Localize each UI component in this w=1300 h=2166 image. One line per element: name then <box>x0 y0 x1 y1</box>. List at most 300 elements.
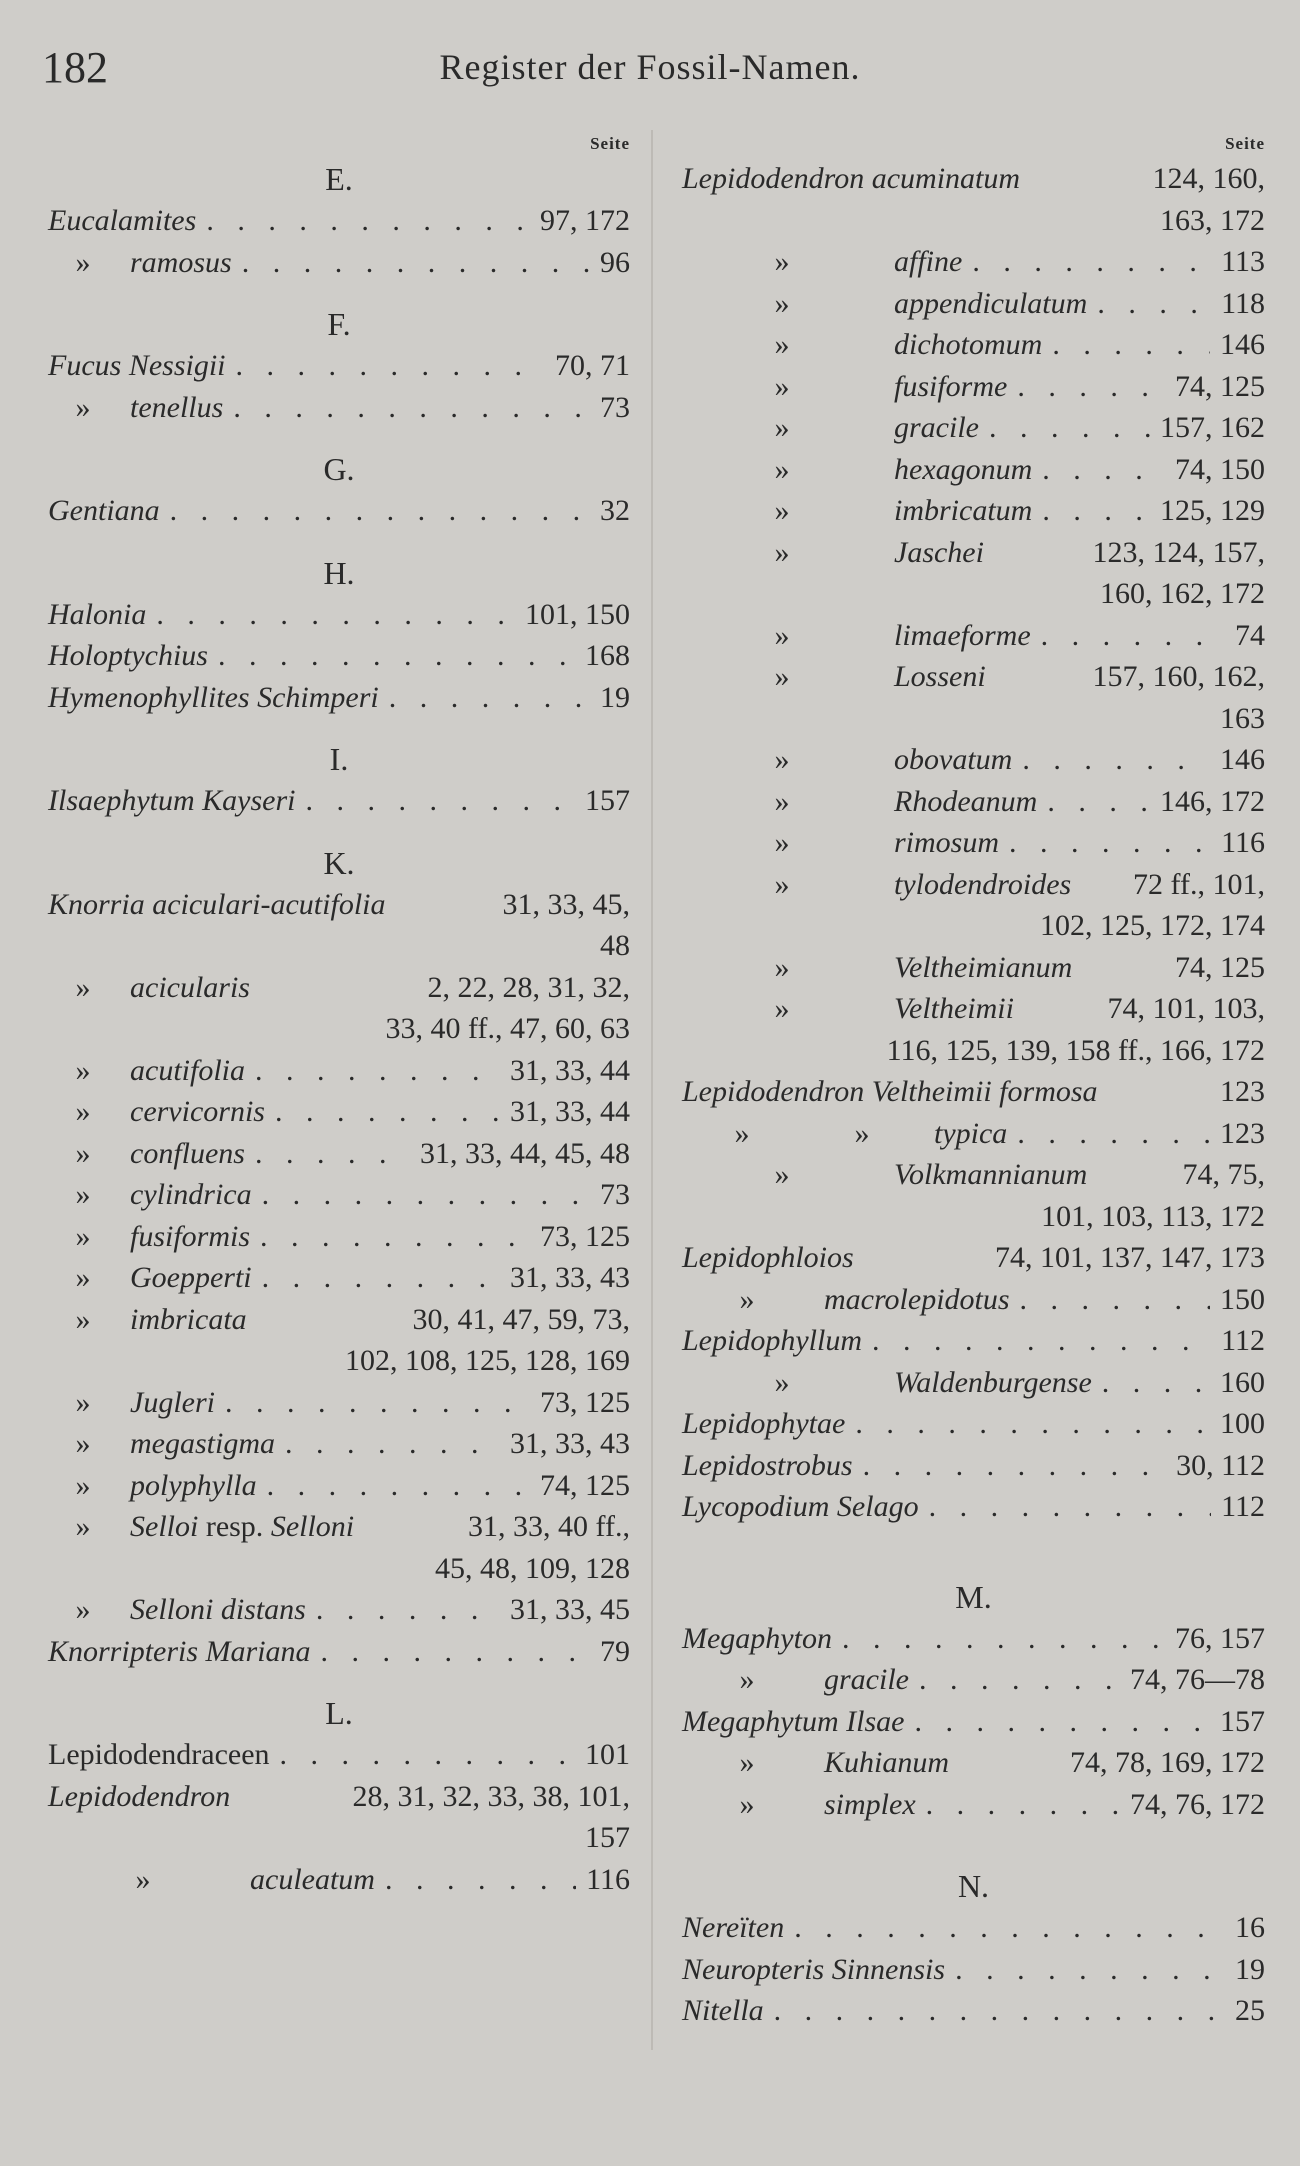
ditto-mark: » <box>75 970 91 1004</box>
entry-pages: 74, 101, 137, 147, 173 <box>995 1241 1265 1274</box>
index-entry <box>48 635 630 677</box>
ditto-mark: » <box>75 1468 91 1502</box>
entry-name: tenellus <box>130 390 224 424</box>
index-entry <box>48 1050 630 1092</box>
index-entry <box>682 1445 1265 1487</box>
entry-pages-continued: 163, 172 <box>1160 203 1265 237</box>
entry-pages: 146 <box>1220 328 1265 361</box>
column-divider <box>651 130 653 2050</box>
leader-dots <box>267 1465 530 1507</box>
page-header <box>0 38 1300 98</box>
entry-pages: 116 <box>586 1862 630 1896</box>
ditto-mark: » <box>75 1510 91 1543</box>
entry-pages: 146, 172 <box>1160 784 1265 818</box>
entry-name: Megaphyton <box>682 1621 832 1655</box>
entry-pages: 146 <box>1220 743 1265 776</box>
entry-pages: 124, 160, <box>1152 162 1265 195</box>
entry-pages: 123, 124, 157, <box>1092 535 1265 569</box>
entry-pages: 74, 75, <box>1182 1158 1265 1191</box>
entry-name: Gentiana <box>48 494 160 527</box>
entry-name: Eucalamites <box>48 204 197 237</box>
leader-dots <box>389 677 590 719</box>
ditto-mark: » <box>75 1261 91 1294</box>
index-entry <box>48 1506 630 1548</box>
leader-dots <box>1052 324 1210 366</box>
entry-pages: 123 <box>1220 1116 1265 1150</box>
section-letter-g: G. <box>323 451 355 487</box>
index-entry <box>48 967 630 1009</box>
entry-pages: 125, 129 <box>1160 494 1265 527</box>
entry-pages: 74, 76, 172 <box>1130 1787 1265 1821</box>
entry-pages: 32 <box>600 494 630 527</box>
entry-pages: 73, 125 <box>540 1385 630 1419</box>
leader-dots <box>275 1091 500 1133</box>
entry-name: obovatum <box>894 743 1013 776</box>
entry-name: imbricatum <box>894 494 1033 527</box>
entry-pages: 19 <box>600 680 630 714</box>
entry-pages-continued: 102, 125, 172, 174 <box>1040 909 1265 942</box>
index-entry <box>48 490 630 532</box>
section-letter-k: K. <box>323 844 355 881</box>
leader-dots <box>206 200 530 242</box>
ditto-mark: » <box>774 867 790 901</box>
index-entry <box>682 781 1265 823</box>
entry-name: rimosum <box>894 826 1000 859</box>
entry-name: appendiculatum <box>894 286 1088 320</box>
ditto-mark: » <box>774 328 790 361</box>
entry-name: fusiforme <box>894 369 1008 403</box>
ditto-mark: » <box>75 245 91 279</box>
entry-pages: 30, 41, 47, 59, 73, <box>412 1302 630 1336</box>
entry-name: Ilsaephytum Kayseri <box>48 784 296 817</box>
leader-dots <box>774 1990 1225 2032</box>
section-letter-n: N. <box>957 1868 990 1904</box>
entry-pages: 160 <box>1220 1365 1265 1399</box>
entry-pages-continued: 33, 40 ff., 47, 60, 63 <box>385 1012 630 1045</box>
section-letter-l: L. <box>325 1695 353 1731</box>
entry-pages: 157 <box>585 784 630 817</box>
entry-pages: 112 <box>1221 1490 1265 1523</box>
index-entry <box>682 1784 1265 1826</box>
entry-name: Knorria aciculari-acutifolia <box>48 887 386 921</box>
seite-label: Seite <box>590 134 630 153</box>
ditto-mark: » <box>75 1385 91 1419</box>
index-entry <box>682 1907 1265 1949</box>
entry-pages: 31, 33, 40 ff., <box>468 1510 630 1543</box>
index-entry <box>682 1659 1265 1701</box>
ditto-mark: » <box>774 286 790 320</box>
index-entry <box>48 1216 630 1258</box>
index-entry <box>682 1701 1265 1743</box>
index-entry <box>682 988 1265 1030</box>
index-entry <box>682 490 1265 532</box>
ditto-mark: » <box>75 1219 91 1253</box>
leader-dots <box>255 1050 500 1092</box>
index-entry <box>682 283 1265 325</box>
leader-dots <box>233 387 590 429</box>
leader-dots <box>955 1949 1225 1991</box>
index-entry <box>48 1257 630 1299</box>
entry-pages-continued: 45, 48, 109, 128 <box>435 1551 630 1585</box>
entry-pages: 25 <box>1235 1994 1265 2027</box>
ditto-mark: » <box>774 743 790 776</box>
leader-dots <box>1041 615 1225 657</box>
entry-name: Waldenburgense <box>894 1365 1092 1399</box>
entry-name: Veltheimii <box>894 992 1014 1025</box>
entry-name: imbricata <box>130 1302 247 1336</box>
index-entry <box>48 1589 630 1631</box>
entry-pages: 74, 125 <box>1175 369 1265 403</box>
entry-name: Kuhianum <box>824 1746 950 1779</box>
entry-name: Lepidodendraceen <box>48 1738 270 1771</box>
index-entry <box>48 594 630 636</box>
leader-dots <box>262 1174 590 1216</box>
entry-pages: 157, 160, 162, <box>1092 660 1265 693</box>
entry-name: Nitella <box>682 1994 764 2027</box>
entry-name: affine <box>894 245 963 278</box>
leader-dots <box>1009 822 1211 864</box>
entry-pages: 150 <box>1220 1282 1265 1316</box>
entry-name: acutifolia <box>130 1053 245 1087</box>
leader-dots <box>794 1907 1225 1949</box>
ditto-mark: » <box>774 535 790 569</box>
leader-dots <box>1017 366 1165 408</box>
entry-name: Rhodeanum <box>894 784 1038 818</box>
leader-dots <box>1042 449 1165 491</box>
index-entry <box>682 947 1265 989</box>
entry-name: Halonia <box>48 597 147 631</box>
entry-pages: 101, 150 <box>525 597 630 631</box>
index-entry <box>48 345 630 387</box>
index-entry <box>682 615 1265 657</box>
entry-name: acicularis <box>130 970 250 1004</box>
section-letter-m: M. <box>955 1578 992 1615</box>
entry-pages: 157 <box>1220 1704 1265 1738</box>
entry-pages: 76, 157 <box>1175 1621 1265 1655</box>
entry-pages: 31, 33, 43 <box>510 1427 630 1460</box>
index-entry <box>48 1423 630 1465</box>
entry-name: Lepidodendron Veltheimii formosa <box>682 1075 1098 1108</box>
ditto-mark: » <box>739 1282 755 1316</box>
leader-dots <box>972 241 1211 283</box>
entry-pages-continued: 102, 108, 125, 128, 169 <box>345 1344 630 1377</box>
ditto-mark: » <box>75 1593 91 1626</box>
ditto-mark: » <box>75 1302 91 1336</box>
index-entry <box>682 449 1265 491</box>
leader-dots <box>255 1133 410 1175</box>
entry-pages: 97, 172 <box>540 204 630 237</box>
entry-name: Jugleri <box>130 1385 215 1419</box>
entry-pages-continued: 163 <box>1220 701 1265 735</box>
entry-name: dichotomum <box>894 328 1043 361</box>
entry-name: Neuropteris Sinnensis <box>682 1952 946 1986</box>
ditto-mark: » <box>774 369 790 403</box>
entry-name: Nereïten <box>682 1911 785 1944</box>
index-entry <box>682 864 1265 906</box>
ditto-mark: » <box>739 1787 755 1821</box>
leader-dots <box>1097 283 1211 325</box>
index-entry <box>682 324 1265 366</box>
ditto-mark: » <box>774 950 790 984</box>
entry-pages: 118 <box>1221 286 1265 320</box>
ditto-mark: » <box>75 1053 91 1087</box>
index-entry <box>48 1631 630 1673</box>
leader-dots <box>242 242 590 284</box>
index-entry <box>682 1237 1265 1279</box>
entry-name: Jaschei <box>894 535 984 569</box>
leader-dots <box>872 1320 1211 1362</box>
leader-dots <box>225 1382 530 1424</box>
leader-dots <box>863 1445 1167 1487</box>
leader-dots <box>1017 1113 1210 1155</box>
leader-dots <box>285 1423 500 1465</box>
leader-dots <box>1047 781 1150 823</box>
ditto-mark: » <box>774 245 790 278</box>
index-entry <box>48 1465 630 1507</box>
entry-pages: 73 <box>600 390 630 424</box>
entry-pages: 31, 33, 44 <box>510 1053 630 1087</box>
leader-dots <box>385 1859 576 1901</box>
index-entry <box>682 1320 1265 1362</box>
ditto-mark: » <box>774 1158 790 1191</box>
entry-name: Lepidodendron acuminatum <box>682 162 1021 195</box>
entry-pages: 28, 31, 32, 33, 38, 101, <box>352 1779 630 1813</box>
entry-name <box>118 1506 354 1548</box>
entry-name: polyphylla <box>130 1468 257 1502</box>
entry-name: Lepidophytae <box>682 1407 846 1440</box>
entry-pages-continued: 157 <box>585 1821 630 1854</box>
seite-label: Seite <box>1225 134 1265 153</box>
leader-dots <box>260 1216 530 1258</box>
entry-pages: 112 <box>1221 1324 1265 1357</box>
index-entry <box>682 241 1265 283</box>
ditto-mark: » <box>75 1136 91 1170</box>
entry-pages: 123 <box>1220 1075 1265 1108</box>
leader-dots <box>218 635 575 677</box>
entry-pages: 73 <box>600 1178 630 1211</box>
leader-dots <box>1020 1279 1210 1321</box>
entry-pages: 116 <box>1221 826 1265 859</box>
entry-pages: 168 <box>585 639 630 672</box>
entry-name: Lepidophyllum <box>682 1324 862 1357</box>
ditto-mark: » <box>734 1116 750 1150</box>
entry-name: macrolepidotus <box>824 1282 1010 1316</box>
entry-pages: 30, 112 <box>1176 1448 1265 1482</box>
entry-pages: 72 ff., 101, <box>1133 867 1265 901</box>
leader-dots <box>842 1618 1165 1660</box>
entry-name: megastigma <box>130 1427 275 1460</box>
entry-name: Lepidostrobus <box>682 1448 853 1482</box>
leader-dots <box>929 1486 1212 1528</box>
entry-name: Lepidophloios <box>682 1241 854 1274</box>
entry-pages: 31, 33, 44, 45, 48 <box>420 1136 630 1170</box>
entry-pages: 31, 33, 43 <box>510 1261 630 1294</box>
ditto-mark: » <box>739 1663 755 1696</box>
entry-pages: 74, 125 <box>1175 950 1265 984</box>
entry-name: confluens <box>130 1136 245 1170</box>
entry-name: Holoptychius <box>48 639 208 672</box>
index-entry <box>48 1776 630 1818</box>
index-entry <box>682 158 1265 200</box>
leader-dots <box>170 490 590 532</box>
entry-pages: 101 <box>585 1738 630 1771</box>
entry-name: Fucus Nessigii <box>48 349 226 382</box>
entry-name: Selloni distans <box>130 1593 306 1626</box>
leader-dots <box>280 1734 575 1776</box>
index-entry <box>682 739 1265 781</box>
ditto-mark: » <box>739 1746 755 1779</box>
entry-pages: 70, 71 <box>555 349 630 382</box>
section-letter-i: I. <box>329 741 349 777</box>
leader-dots <box>914 1701 1210 1743</box>
entry-name: Knorripteris Mariana <box>48 1634 311 1668</box>
ditto-mark: » <box>75 390 91 424</box>
leader-dots <box>1102 1362 1210 1404</box>
entry-name: tylodendroides <box>894 867 1072 901</box>
ditto-mark: » <box>774 660 790 693</box>
entry-name: fusiformis <box>130 1219 251 1253</box>
index-entry <box>682 1990 1265 2032</box>
entry-name: cylindrica <box>130 1178 252 1211</box>
entry-pages: 79 <box>600 1634 630 1668</box>
ditto-mark: » <box>774 411 790 444</box>
entry-pages: 100 <box>1220 1407 1265 1440</box>
index-entry <box>682 366 1265 408</box>
leader-dots <box>989 407 1150 449</box>
ditto-mark: » <box>774 1365 790 1399</box>
section-letter-h: H. <box>323 554 355 591</box>
index-entry <box>48 1299 630 1341</box>
resp-word: resp. <box>205 1510 264 1543</box>
entry-name: limaeforme <box>894 618 1031 652</box>
entry-pages: 31, 33, 45 <box>510 1593 630 1626</box>
ditto-mark: » <box>75 1178 91 1211</box>
entry-pages: 74, 76—78 <box>1130 1663 1265 1696</box>
entry-name: simplex <box>824 1787 916 1821</box>
section-letter-e: E. <box>325 161 353 197</box>
entry-name: typica <box>934 1116 1008 1150</box>
index-entry <box>48 200 630 242</box>
leader-dots <box>855 1403 1210 1445</box>
entry-name: Losseni <box>894 660 986 693</box>
ditto-mark: » <box>75 1095 91 1128</box>
left-column <box>48 130 630 1900</box>
ditto-mark: » <box>774 452 790 486</box>
section-letter-f: F. <box>327 306 351 342</box>
entry-pages: 74, 150 <box>1175 452 1265 486</box>
index-entry <box>682 1618 1265 1660</box>
index-entry <box>682 1742 1265 1784</box>
leader-dots <box>919 1659 1120 1701</box>
entry-name: Megaphytum Ilsae <box>682 1704 905 1738</box>
entry-pages: 73, 125 <box>540 1219 630 1253</box>
entry-name: Veltheimianum <box>894 950 1073 984</box>
leader-dots <box>305 780 575 822</box>
index-entry <box>682 1113 1265 1155</box>
entry-name-part: Selloni <box>270 1510 355 1543</box>
index-entry <box>682 822 1265 864</box>
entry-pages-continued: 48 <box>600 929 630 962</box>
entry-pages: 74, 78, 169, 172 <box>1070 1746 1265 1779</box>
index-entry <box>48 884 630 926</box>
entry-name: aculeatum <box>250 1862 375 1896</box>
index-entry <box>48 1174 630 1216</box>
index-entry <box>48 1859 630 1901</box>
entry-name-part: Selloi <box>130 1510 199 1543</box>
entry-name: Lycopodium Selago <box>682 1490 919 1523</box>
ditto-mark: » <box>75 1427 91 1460</box>
index-entry <box>682 1362 1265 1404</box>
entry-pages: 74 <box>1235 618 1265 652</box>
entry-pages: 113 <box>1221 245 1265 278</box>
entry-name: hexagonum <box>894 452 1033 486</box>
entry-name: Volkmannianum <box>894 1158 1088 1191</box>
right-column <box>682 130 1265 2032</box>
entry-pages: 16 <box>1235 1911 1265 1944</box>
index-entry <box>48 242 630 284</box>
index-entry <box>682 532 1265 574</box>
entry-pages: 19 <box>1235 1952 1265 1986</box>
entry-name: Lepidodendron <box>48 1779 231 1813</box>
index-entry <box>48 1734 630 1776</box>
ditto-mark: » <box>774 494 790 527</box>
entry-name: Hymenophyllites Schimperi <box>48 680 379 714</box>
ditto-mark: » <box>774 784 790 818</box>
index-entry <box>682 656 1265 698</box>
index-entry <box>48 1091 630 1133</box>
leader-dots <box>156 594 515 636</box>
ditto-mark: » <box>774 992 790 1025</box>
entry-pages-continued: 160, 162, 172 <box>1100 577 1265 610</box>
index-entry <box>682 1949 1265 1991</box>
leader-dots <box>236 345 546 387</box>
ditto-mark: » <box>774 826 790 859</box>
index-entry <box>48 1133 630 1175</box>
entry-name: cervicornis <box>130 1095 265 1128</box>
index-entry <box>48 677 630 719</box>
entry-pages: 74, 101, 103, <box>1107 992 1265 1025</box>
index-entry <box>682 1154 1265 1196</box>
entry-pages: 96 <box>600 245 630 279</box>
ditto-mark: » <box>854 1116 870 1150</box>
leader-dots <box>316 1589 500 1631</box>
index-entry <box>682 1279 1265 1321</box>
index-entry <box>48 1382 630 1424</box>
leader-dots <box>262 1257 500 1299</box>
entry-pages: 157, 162 <box>1160 411 1265 444</box>
leader-dots <box>1042 490 1150 532</box>
entry-pages-continued: 101, 103, 113, 172 <box>1041 1199 1265 1233</box>
index-entry <box>682 1486 1265 1528</box>
page-title: Register der Fossil-Namen. <box>439 47 861 87</box>
entry-name: gracile <box>894 411 979 444</box>
page-number: 182 <box>42 43 108 92</box>
leader-dots <box>1022 739 1210 781</box>
entry-pages: 2, 22, 28, 31, 32, <box>427 970 630 1004</box>
index-entry <box>48 387 630 429</box>
ditto-mark: » <box>774 618 790 652</box>
entry-pages: 74, 125 <box>540 1468 630 1502</box>
entry-pages-continued: 116, 125, 139, 158 ff., 166, 172 <box>886 1033 1265 1067</box>
entry-pages: 31, 33, 45, <box>502 887 630 921</box>
index-entry <box>682 407 1265 449</box>
entry-name: Goepperti <box>130 1261 252 1294</box>
leader-dots <box>926 1784 1120 1826</box>
index-entry <box>682 1071 1265 1113</box>
index-entry <box>48 780 630 822</box>
ditto-mark: » <box>135 1862 151 1896</box>
entry-name: ramosus <box>130 245 232 279</box>
